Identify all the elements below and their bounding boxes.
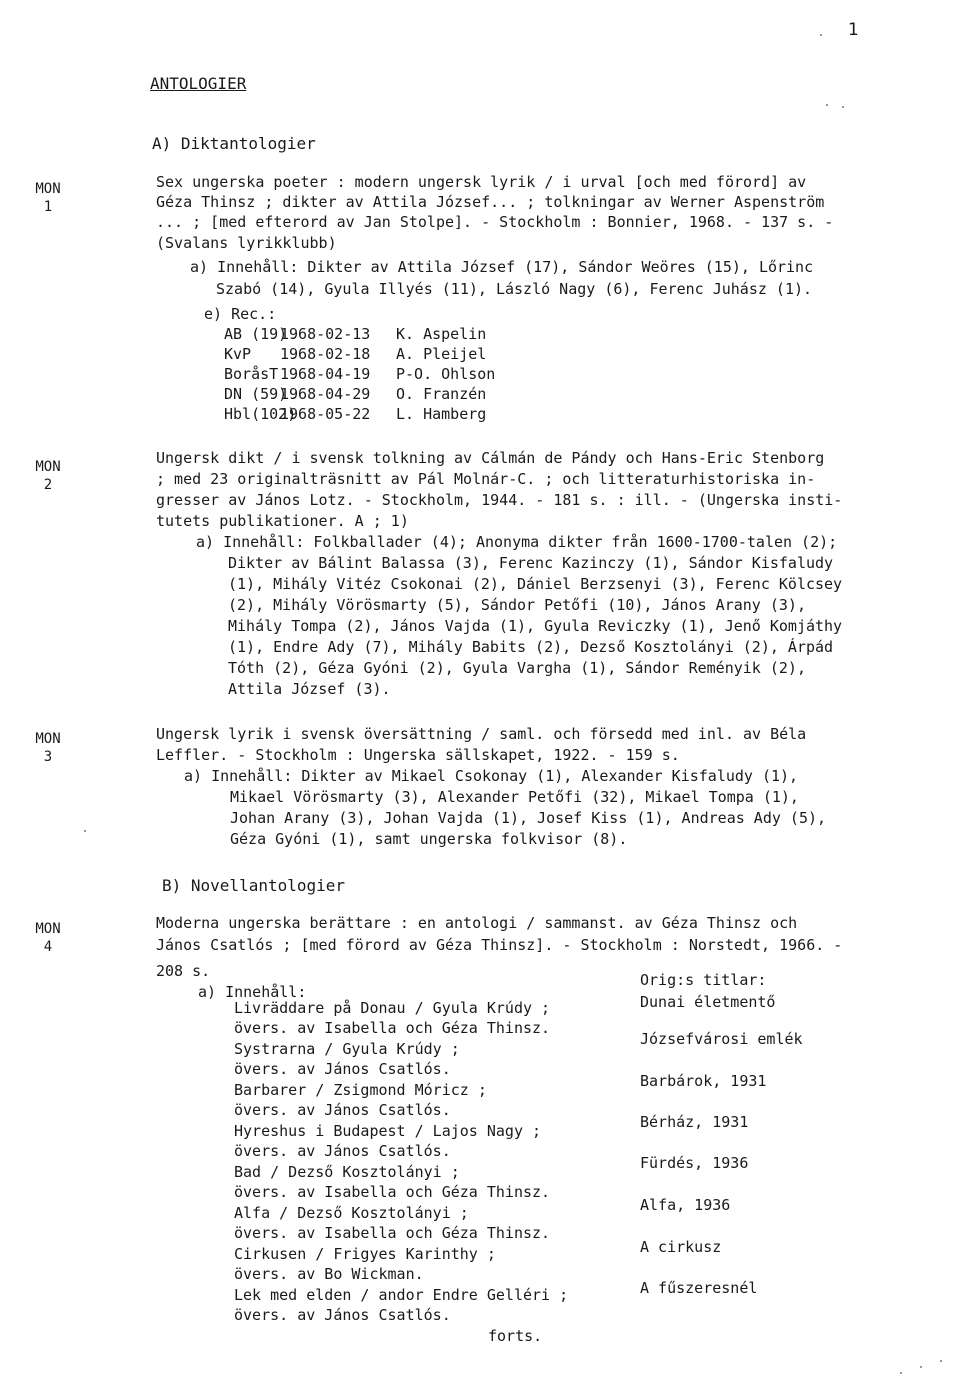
contents-line: Attila József (3). <box>228 680 391 698</box>
section-b-heading: B) Novellantologier <box>162 876 346 895</box>
contents-label: a) Innehåll: <box>198 983 307 1001</box>
review-source: Hbl(102) <box>224 405 297 423</box>
code-number: 4 <box>43 939 53 955</box>
section-a-heading: A) Diktantologier <box>152 134 316 153</box>
review-row <box>224 364 495 384</box>
contents-translator: övers. av Isabella och Géza Thinsz. <box>234 1183 551 1201</box>
entry-code-2 <box>28 458 68 494</box>
review-row <box>224 344 486 364</box>
contents-translator: övers. av János Csatlós. <box>234 1142 451 1160</box>
contents-line: (1), Endre Ady (7), Mihály Babits (2), Dezső Kosztolányi (2), Árpád <box>228 638 834 656</box>
contents-line: Szabó (14), Gyula Illyés (11), László Nagy (6), Ferenc Juhász (1). <box>216 280 813 298</box>
code-number: 2 <box>43 477 53 493</box>
entry-line: Ungersk lyrik i svensk översättning / saml. och försedd med inl. av Béla <box>156 725 807 743</box>
entry-line: ... ; [med efterord av Jan Stolpe]. - Stockholm : Bonnier, 1968. - 137 s. - <box>156 213 834 231</box>
entry-code-4 <box>28 920 68 956</box>
reviewer: P-O. Ohlson <box>396 365 496 383</box>
entry-line: Sex ungerska poeter : modern ungersk lyrik / i urval [och med förord] av <box>156 173 807 191</box>
review-date: 1968-05-22 <box>280 405 371 423</box>
original-title: Fürdés, 1936 <box>640 1154 749 1172</box>
original-title: Dunai életmentő <box>640 993 776 1011</box>
review-label: e) Rec.: <box>204 305 277 323</box>
contents-translator: övers. av Isabella och Géza Thinsz. <box>234 1224 551 1242</box>
code-number: 3 <box>43 749 53 765</box>
review-date: 1968-02-18 <box>280 345 371 363</box>
contents-translator: övers. av Bo Wickman. <box>234 1265 424 1283</box>
entry-line: Moderna ungerska berättare : en antologi / sammanst. av Géza Thinsz och <box>156 914 798 932</box>
entry-line: tutets publikationer. A ; 1) <box>156 512 409 530</box>
review-row <box>224 384 486 404</box>
contents-title: Bad / Dezső Kosztolányi ; <box>234 1163 460 1181</box>
contents-title: Barbarer / Zsigmond Móricz ; <box>234 1081 487 1099</box>
contents-line: (1), Mihály Vitéz Csokonai (2), Dániel Berzsenyi (3), Ferenc Kölcsey <box>228 575 843 593</box>
contents-translator: övers. av Isabella och Géza Thinsz. <box>234 1019 551 1037</box>
review-source: BoråsT <box>224 365 279 383</box>
entry-line: Leffler. - Stockholm : Ungerska sällskapet, 1922. - 159 s. <box>156 746 680 764</box>
original-title: A cirkusz <box>640 1238 722 1256</box>
entry-line: ; med 23 originalträsnitt av Pál Molnár-C. ; och litteraturhistoriska in- <box>156 470 816 488</box>
contents-line: Dikter av Bálint Balassa (3), Ferenc Kazinczy (1), Sándor Kisfaludy <box>228 554 834 572</box>
scan-speck <box>842 106 844 108</box>
contents-line: a) Innehåll: Dikter av Attila József (17), Sándor Weöres (15), Lőrinc <box>190 258 814 276</box>
entry-code-1 <box>28 180 68 216</box>
review-date: 1968-02-13 <box>280 325 371 343</box>
contents-line: Géza Gyóni (1), samt ungerska folkvisor (8). <box>230 830 628 848</box>
contents-title: Hyreshus i Budapest / Lajos Nagy ; <box>234 1122 542 1140</box>
scan-speck <box>820 34 822 36</box>
page-heading: ANTOLOGIER <box>150 74 247 93</box>
original-title: Alfa, 1936 <box>640 1196 731 1214</box>
contents-translator: övers. av János Csatlós. <box>234 1060 451 1078</box>
review-date: 1968-04-19 <box>280 365 371 383</box>
scan-speck <box>920 1366 922 1368</box>
contents-line: Mikael Vörösmarty (3), Alexander Petőfi (32), Mikael Tompa (1), <box>230 788 799 806</box>
contents-title: Livräddare på Donau / Gyula Krúdy ; <box>234 999 551 1017</box>
review-source: KvP <box>224 345 252 363</box>
review-source: AB (19) <box>224 325 288 343</box>
code-label: MON <box>35 921 61 937</box>
entry-line: Géza Thinsz ; dikter av Attila József... ; tolkningar av Werner Aspenström <box>156 193 825 211</box>
continued-note: forts. <box>488 1327 543 1345</box>
contents-line: Johan Arany (3), Johan Vajda (1), Josef Kiss (1), Andreas Ady (5), <box>230 809 827 827</box>
code-number: 1 <box>43 199 53 215</box>
contents-line: Mihály Tompa (2), János Vajda (1), Gyula Reviczky (1), Jenő Komjáthy <box>228 617 843 635</box>
contents-translator: övers. av János Csatlós. <box>234 1306 451 1324</box>
code-label: MON <box>35 181 61 197</box>
original-title: Barbárok, 1931 <box>640 1072 767 1090</box>
code-label: MON <box>35 459 61 475</box>
scan-speck <box>900 1372 902 1374</box>
code-label: MON <box>35 731 61 747</box>
page-number: 1 <box>848 20 859 40</box>
contents-title: Alfa / Dezső Kosztolányi ; <box>234 1204 469 1222</box>
reviewer: O. Franzén <box>396 385 487 403</box>
contents-title: Systrarna / Gyula Krúdy ; <box>234 1040 460 1058</box>
entry-line: János Csatlós ; [med förord av Géza Thinsz]. - Stockholm : Norstedt, 1966. - <box>156 936 843 954</box>
entry-line: Ungersk dikt / i svensk tolkning av Cálmán de Pándy och Hans-Eric Stenborg <box>156 449 825 467</box>
original-title: A fűszeresnél <box>640 1279 758 1297</box>
scan-speck <box>940 1360 942 1362</box>
review-date: 1968-04-29 <box>280 385 371 403</box>
scan-speck <box>84 830 86 832</box>
scan-speck <box>826 104 828 106</box>
entry-line: gresser av János Lotz. - Stockholm, 1944. - 181 s. : ill. - (Ungerska insti- <box>156 491 843 509</box>
entry-line: 208 s. <box>156 962 211 980</box>
contents-title: Lek med elden / andor Endre Gelléri ; <box>234 1286 569 1304</box>
original-title: Józsefvárosi emlék <box>640 1030 803 1048</box>
reviewer: L. Hamberg <box>396 405 487 423</box>
reviewer: A. Pleijel <box>396 345 487 363</box>
original-title: Bérház, 1931 <box>640 1113 749 1131</box>
review-row <box>224 404 486 424</box>
contents-line: a) Innehåll: Folkballader (4); Anonyma dikter från 1600-1700-talen (2); <box>196 533 838 551</box>
contents-translator: övers. av János Csatlós. <box>234 1101 451 1119</box>
review-source: DN (59) <box>224 385 288 403</box>
entry-code-3 <box>28 730 68 766</box>
contents-line: (2), Mihály Vörösmarty (5), Sándor Petőfi (10), János Arany (3), <box>228 596 806 614</box>
contents-line: Tóth (2), Géza Gyóni (2), Gyula Vargha (1), Sándor Reményik (2), <box>228 659 806 677</box>
reviewer: K. Aspelin <box>396 325 487 343</box>
review-row <box>224 324 486 344</box>
contents-line: a) Innehåll: Dikter av Mikael Csokonay (1), Alexander Kisfaludy (1), <box>184 767 799 785</box>
original-titles-heading: Orig:s titlar: <box>640 971 767 989</box>
contents-title: Cirkusen / Frigyes Karinthy ; <box>234 1245 496 1263</box>
entry-line: (Svalans lyrikklubb) <box>156 234 337 252</box>
